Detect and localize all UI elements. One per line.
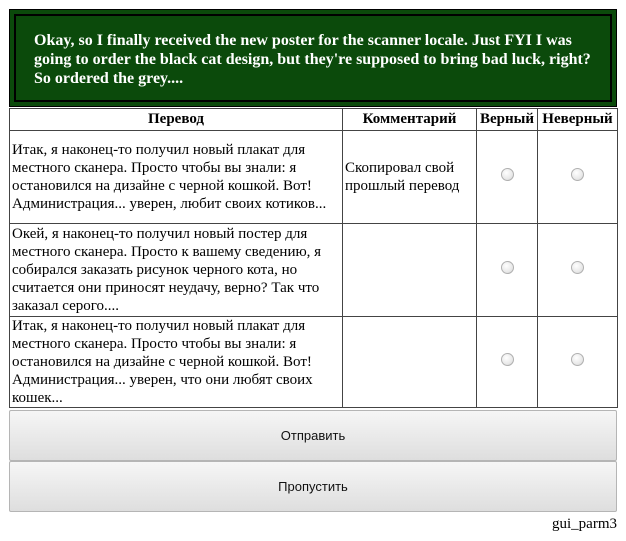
table-row (10, 131, 618, 224)
prompt-box (9, 9, 617, 107)
translation-cell: Итак, я наконец-то получил новый плакат для местного сканера. Просто чтобы вы знали: я остановился на дизайне с черной кошкой. Вот! Администрация... уверен, любит своих котиков... (10, 131, 343, 224)
correct-radio[interactable] (501, 168, 514, 181)
header-translation: Перевод (10, 109, 343, 131)
comment-cell (343, 224, 477, 317)
table-row (10, 317, 618, 408)
table-row (10, 224, 618, 317)
header-comment: Комментарий (343, 109, 477, 131)
correct-radio[interactable] (501, 261, 514, 274)
skip-button[interactable]: Пропустить (9, 461, 617, 512)
translation-cell: Окей, я наконец-то получил новый постер для местного сканера. Просто к вашему сведению, я собирался заказать рисунок черного кота, но считается они приносят неудачу, верно? Так что заказал серого.... (10, 224, 343, 317)
comment-cell (343, 317, 477, 408)
incorrect-radio[interactable] (571, 353, 584, 366)
correct-cell (477, 317, 538, 408)
incorrect-cell (538, 317, 618, 408)
footer-label: gui_parm3 (552, 516, 617, 532)
correct-cell (477, 131, 538, 224)
incorrect-radio[interactable] (571, 168, 584, 181)
correct-radio[interactable] (501, 353, 514, 366)
comment-cell: Скопировал свой прошлый перевод (343, 131, 477, 224)
prompt-text: Okay, so I finally received the new poster for the scanner locale. Just FYI I was going to order the black cat design, but they're supposed to bring bad luck, right? So ordered the grey.... (34, 32, 591, 87)
submit-button[interactable]: Отправить (9, 410, 617, 461)
prompt-inner-frame (14, 14, 612, 102)
incorrect-radio[interactable] (571, 261, 584, 274)
incorrect-cell (538, 131, 618, 224)
incorrect-cell (538, 224, 618, 317)
translation-cell: Итак, я наконец-то получил новый плакат для местного сканера. Просто чтобы вы знали: я остановился на дизайне с черной кошкой. Вот! Администрация... уверен, что они любят своих кошек... (10, 317, 343, 408)
header-incorrect: Неверный (538, 109, 618, 131)
table-header-row (10, 109, 618, 131)
header-correct: Верный (477, 109, 538, 131)
translation-rating-table (9, 108, 618, 408)
correct-cell (477, 224, 538, 317)
